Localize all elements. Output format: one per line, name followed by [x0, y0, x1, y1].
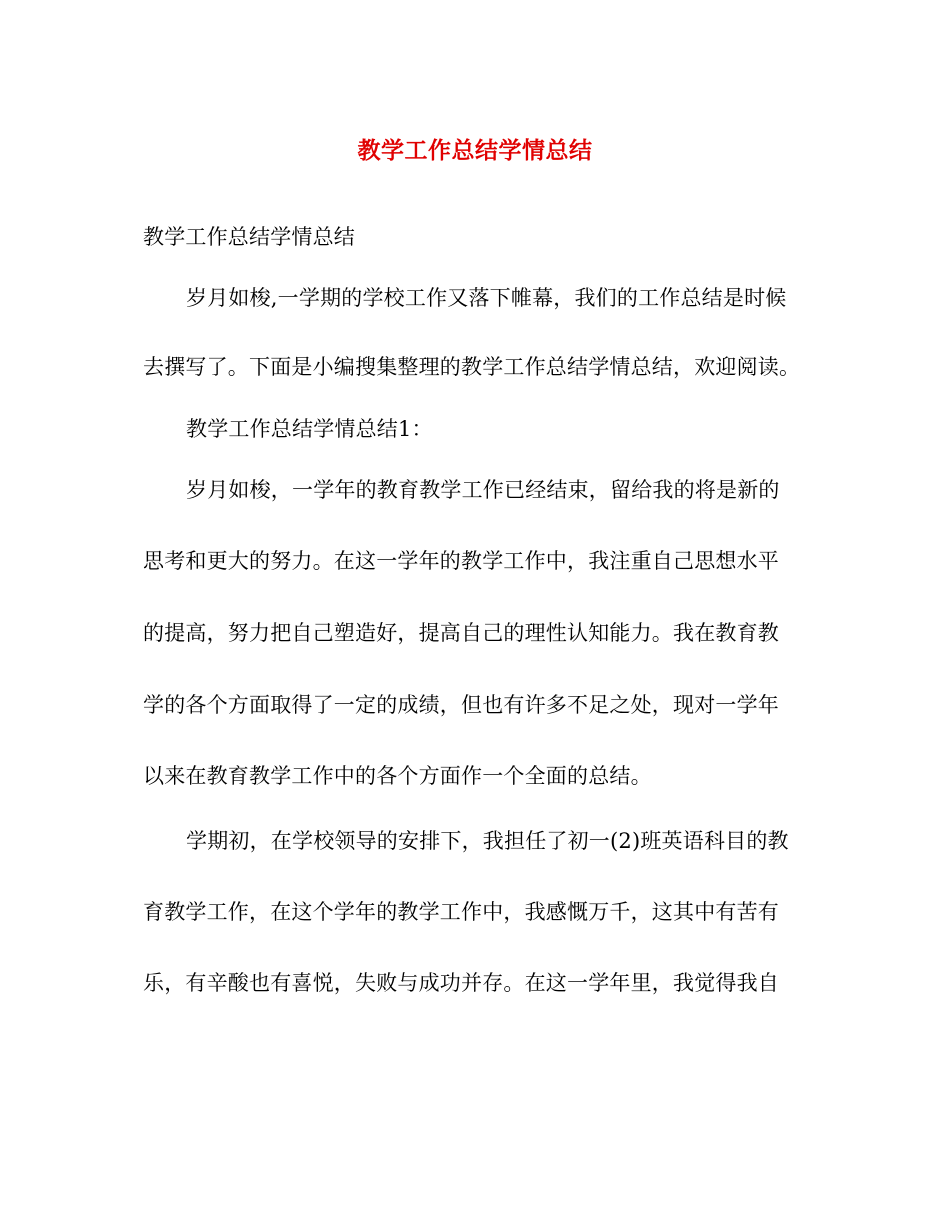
document-title: 教学工作总结学情总结	[357, 137, 593, 164]
paragraph-line: 乐，有辛酸也有喜悦，失败与成功并存。在这一学年里，我觉得我自	[143, 971, 779, 995]
paragraph-line: 以来在教育教学工作中的各个方面作一个全面的总结。	[143, 764, 652, 788]
heading-line: 教学工作总结学情总结	[143, 225, 355, 249]
paragraph-line: 学期初，在学校领导的安排下，我担任了初一(2)班英语科目的教	[186, 829, 789, 853]
paragraph-line: 的提高，努力把自己塑造好，提高自己的理性认知能力。我在教育教	[143, 621, 779, 645]
paragraph-line: 育教学工作，在这个学年的教学工作中，我感慨万千，这其中有苦有	[143, 900, 779, 924]
paragraph-line: 岁月如梭，一学年的教育教学工作已经结束，留给我的将是新的	[186, 478, 780, 502]
paragraph-line: 学的各个方面取得了一定的成绩，但也有许多不足之处，现对一学年	[143, 693, 779, 717]
paragraph-line: 岁月如梭,一学期的学校工作又落下帷幕，我们的工作总结是时候	[186, 286, 787, 310]
paragraph-line: 去撰写了。下面是小编搜集整理的教学工作总结学情总结，欢迎阅读。	[143, 355, 801, 379]
section-heading: 教学工作总结学情总结1：	[186, 417, 433, 441]
paragraph-line: 思考和更大的努力。在这一学年的教学工作中，我注重自己思想水平	[143, 549, 779, 573]
